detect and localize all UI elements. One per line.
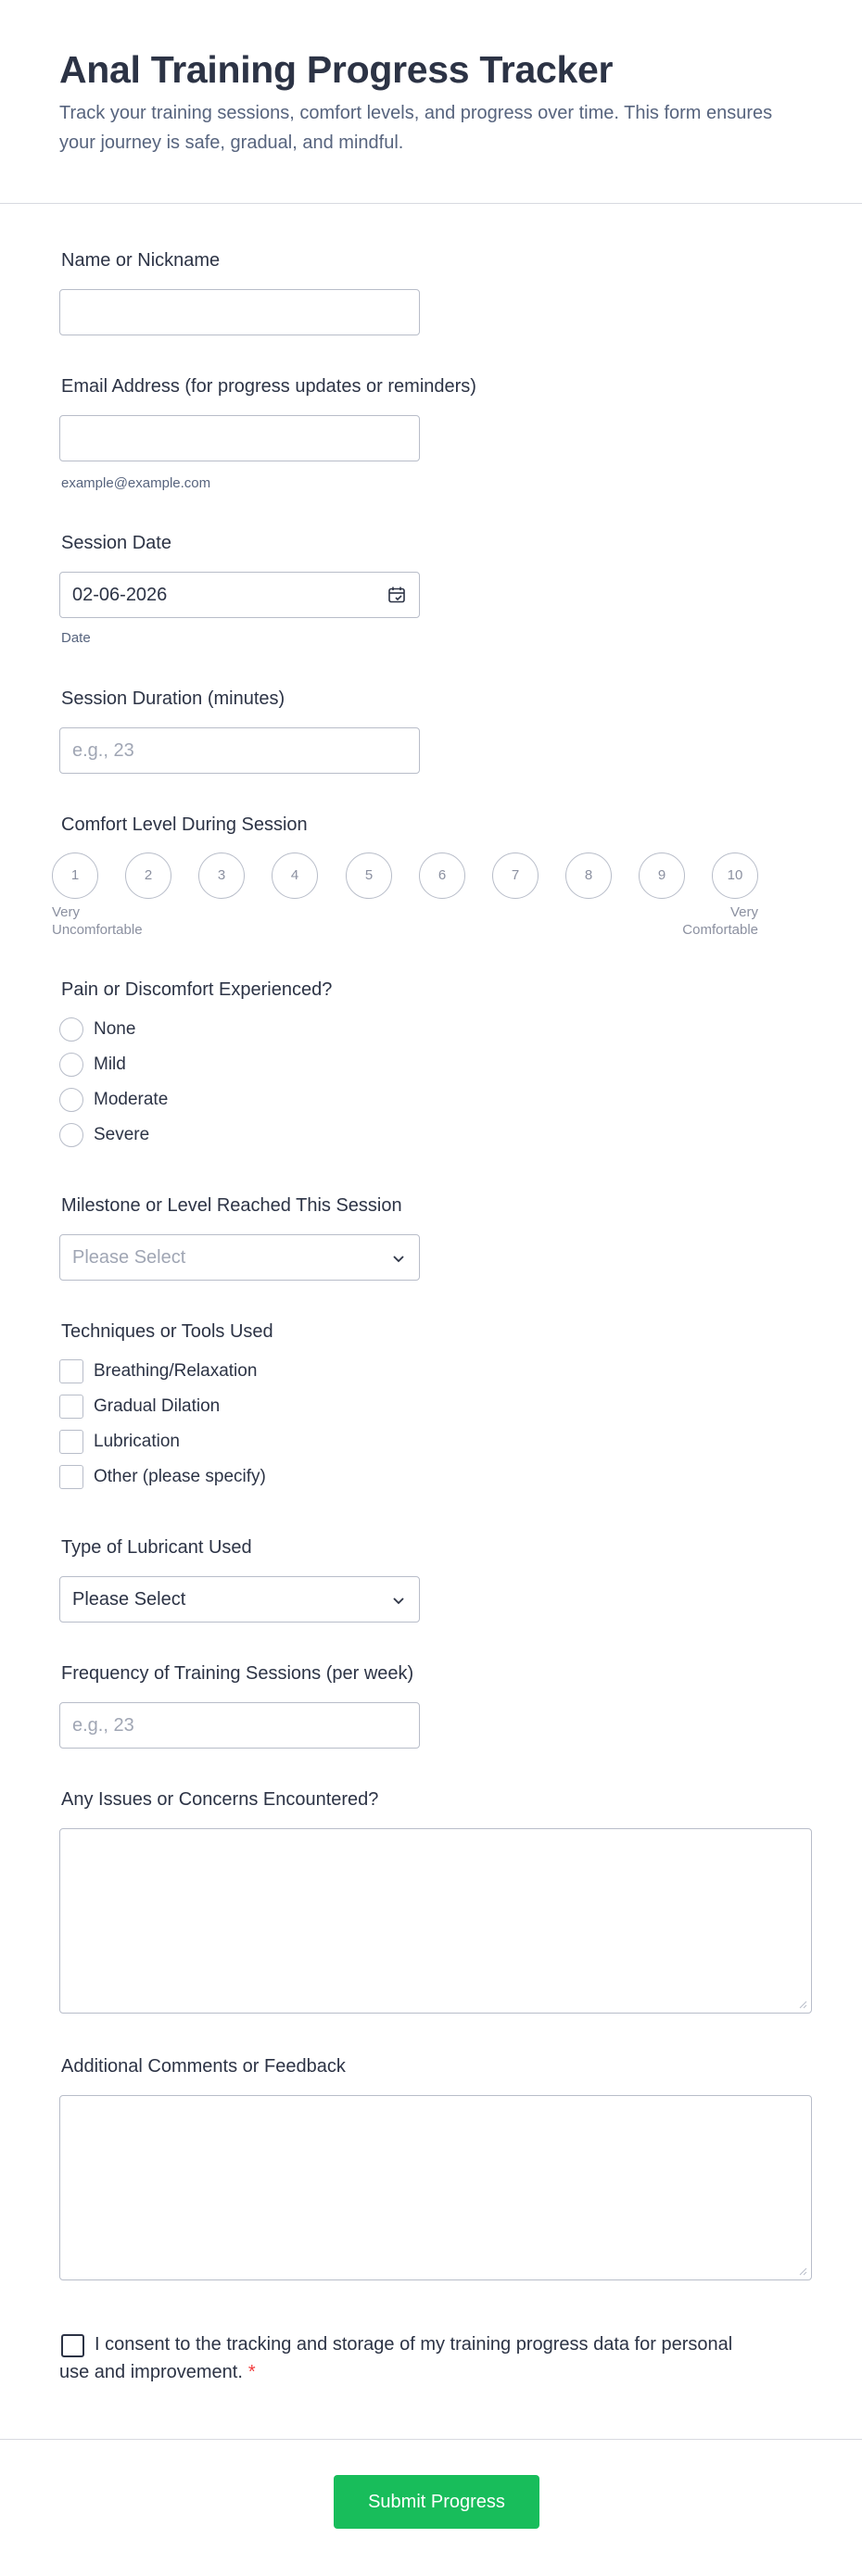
session-date-label: Session Date <box>61 533 171 553</box>
duration-label: Session Duration (minutes) <box>61 688 285 709</box>
checkbox[interactable] <box>59 1430 83 1454</box>
frequency-input[interactable]: e.g., 23 <box>59 1702 420 1749</box>
comfort-min-caption-line2: Uncomfortable <box>52 922 143 938</box>
comfort-label: Comfort Level During Session <box>61 814 308 835</box>
pain-option-label: None <box>94 1019 136 1039</box>
comfort-option-3[interactable]: 3 <box>198 852 245 899</box>
pain-label: Pain or Discomfort Experienced? <box>61 979 333 1000</box>
comfort-max-caption-line1: Very <box>729 904 758 920</box>
issues-label: Any Issues or Concerns Encountered? <box>61 1789 379 1810</box>
name-label: Name or Nickname <box>61 250 221 271</box>
milestone-select[interactable] <box>59 1234 420 1281</box>
checkbox[interactable] <box>59 1465 83 1489</box>
calendar-icon[interactable] <box>387 586 406 604</box>
comfort-max-caption <box>666 903 758 939</box>
comfort-option-1[interactable]: 1 <box>52 852 98 899</box>
name-input[interactable] <box>59 289 420 335</box>
comments-textarea[interactable] <box>59 2095 812 2280</box>
resize-grip-icon[interactable] <box>798 2000 807 2009</box>
radio-button[interactable] <box>59 1088 83 1112</box>
session-date-sublabel: Date <box>61 630 91 646</box>
lubricant-label: Type of Lubricant Used <box>61 1537 252 1558</box>
issues-textarea[interactable] <box>59 1828 812 2014</box>
comfort-option-9[interactable]: 9 <box>639 852 685 899</box>
technique-option-label: Other (please specify) <box>94 1467 266 1486</box>
lubricant-select[interactable] <box>59 1576 420 1623</box>
comfort-option-10[interactable]: 10 <box>712 852 758 899</box>
comfort-min-caption <box>52 903 143 939</box>
comfort-option-5[interactable]: 5 <box>346 852 392 899</box>
comfort-max-caption-line2: Comfortable <box>682 922 758 938</box>
session-date-value: 02-06-2026 <box>72 585 168 605</box>
pain-option-label: Severe <box>94 1125 150 1144</box>
resize-grip-icon[interactable] <box>798 2267 807 2276</box>
required-asterisk: * <box>247 2362 256 2382</box>
page-subtitle: Track your training sessions, comfort levels, and progress over time. This form ensures your journey is safe, gradual, and mindful. <box>59 103 773 153</box>
frequency-label: Frequency of Training Sessions (per week) <box>61 1663 414 1684</box>
chevron-down-icon <box>391 1593 406 1608</box>
comfort-min-caption-line1: Very <box>52 904 81 920</box>
email-input[interactable] <box>59 415 420 461</box>
milestone-label: Milestone or Level Reached This Session <box>61 1195 402 1216</box>
pain-option-label: Mild <box>94 1054 126 1074</box>
page-title: Anal Training Progress Tracker <box>59 48 614 91</box>
checkbox[interactable] <box>59 1395 83 1419</box>
form-footer <box>0 2439 862 2576</box>
comfort-option-4[interactable]: 4 <box>272 852 318 899</box>
radio-button[interactable] <box>59 1123 83 1147</box>
technique-option-label: Lubrication <box>94 1432 180 1451</box>
duration-input[interactable]: e.g., 23 <box>59 727 420 774</box>
technique-option-label: Breathing/Relaxation <box>94 1361 258 1381</box>
pain-option-label: Moderate <box>94 1090 169 1109</box>
comfort-option-8[interactable]: 8 <box>565 852 612 899</box>
checkbox[interactable] <box>59 1359 83 1383</box>
consent-label <box>59 2330 764 2386</box>
technique-option-label: Gradual Dilation <box>94 1396 221 1416</box>
techniques-label: Techniques or Tools Used <box>61 1321 273 1342</box>
email-label: Email Address (for progress updates or reminders) <box>61 376 476 397</box>
milestone-select-value: Please Select <box>72 1247 186 1268</box>
lubricant-select-value: Please Select <box>72 1589 186 1610</box>
chevron-down-icon <box>391 1251 406 1266</box>
submit-button[interactable]: Submit Progress <box>334 2475 539 2529</box>
comfort-option-2[interactable]: 2 <box>125 852 171 899</box>
email-sublabel: example@example.com <box>61 475 211 491</box>
radio-button[interactable] <box>59 1017 83 1042</box>
form-header <box>0 0 862 204</box>
consent-text: I consent to the tracking and storage of my training progress data for personal use and improvement. <box>59 2334 733 2382</box>
comments-label: Additional Comments or Feedback <box>61 2056 346 2077</box>
consent-checkbox[interactable] <box>61 2334 84 2357</box>
comfort-option-6[interactable]: 6 <box>419 852 465 899</box>
session-date-input[interactable] <box>59 572 420 618</box>
comfort-option-7[interactable]: 7 <box>492 852 539 899</box>
radio-button[interactable] <box>59 1053 83 1077</box>
consent-field <box>59 2330 764 2386</box>
